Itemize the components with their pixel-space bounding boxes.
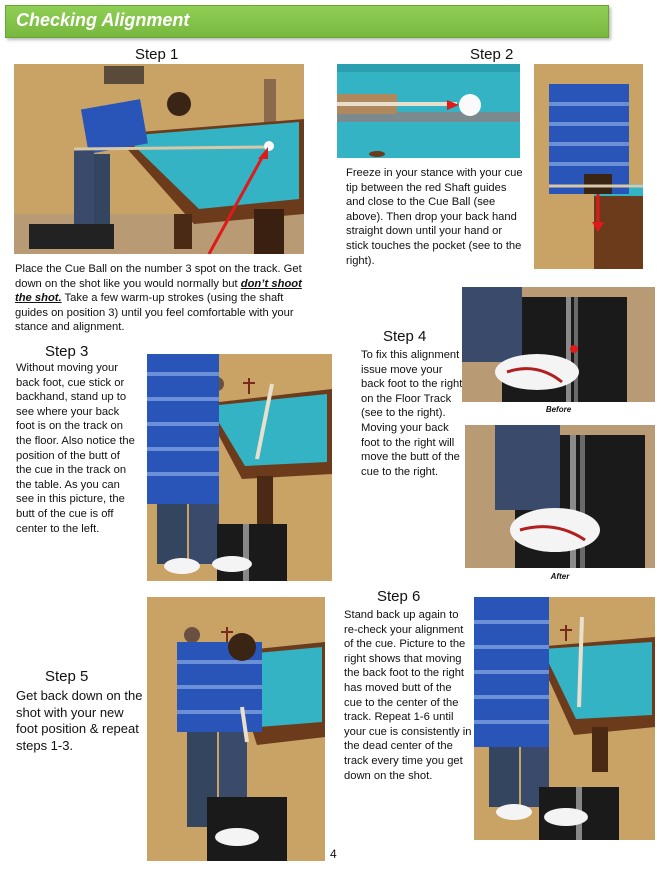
- step2-photo-top: [337, 64, 520, 158]
- step5-photo: [147, 597, 325, 861]
- step1-text-b: Take a few warm-up strokes (using the shaft guides on position 3) until you feel comfortable with your stance and alignment.: [15, 292, 294, 334]
- step1-heading: Step 1: [135, 46, 179, 63]
- page-title: Checking Alignment: [16, 10, 190, 30]
- step1-photo: [14, 64, 304, 254]
- step1-text-a: Place the Cue Ball on the number 3 spot on the track. Get down on the shot like you would normally but: [15, 263, 302, 290]
- step3-text: Without moving your back foot, cue stick or backhand, stand up to see where your back foot is on the track on the floor. Also notice the position of the butt of the cue in the track on the table. As you can see in this picture, the butt of the cue is off center to the left.: [16, 362, 135, 535]
- step2-heading: Step 2: [470, 46, 514, 63]
- step5-heading: Step 5: [45, 668, 89, 685]
- step4-text: To fix this alignment issue move your back foot to the right on the Floor Track (see to the right). Moving your back foot to the right will move the butt of the cue to the right.: [361, 349, 463, 478]
- step4-heading: Step 4: [383, 328, 427, 345]
- step5-text: Get back down on the shot with your new foot position & repeat steps 1-3.: [16, 688, 143, 753]
- step1-text-emphasis: don’t shoot the shot.: [15, 277, 302, 305]
- step3-photo: [147, 354, 332, 581]
- caption-before: Before: [545, 405, 572, 414]
- step3-heading: Step 3: [45, 343, 89, 360]
- caption-after: After: [550, 572, 570, 581]
- title-banner: [5, 5, 609, 38]
- step4-photo-after: [465, 425, 655, 568]
- step1-text: [15, 262, 315, 335]
- step6-heading: Step 6: [377, 588, 421, 605]
- page-number: 4: [330, 847, 337, 861]
- step4-photo-before: [462, 287, 655, 402]
- step6-text: Stand back up again to re-check your alignment of the cue. Picture to the right shows that moving the back foot to the right has moved butt of the cue to the center of the track. Repeat 1-6 until your cue is consistently in the dead center of the track every time you get down on the shot.: [344, 609, 472, 782]
- step2-photo-side: [534, 64, 643, 269]
- step2-text: Freeze in your stance with your cue tip between the red Shaft guides and close to the Cue Ball (see above). Then drop your back hand straight down until your hand or stick touches the pocket (see to the right).: [346, 167, 523, 267]
- step6-photo: [474, 597, 655, 840]
